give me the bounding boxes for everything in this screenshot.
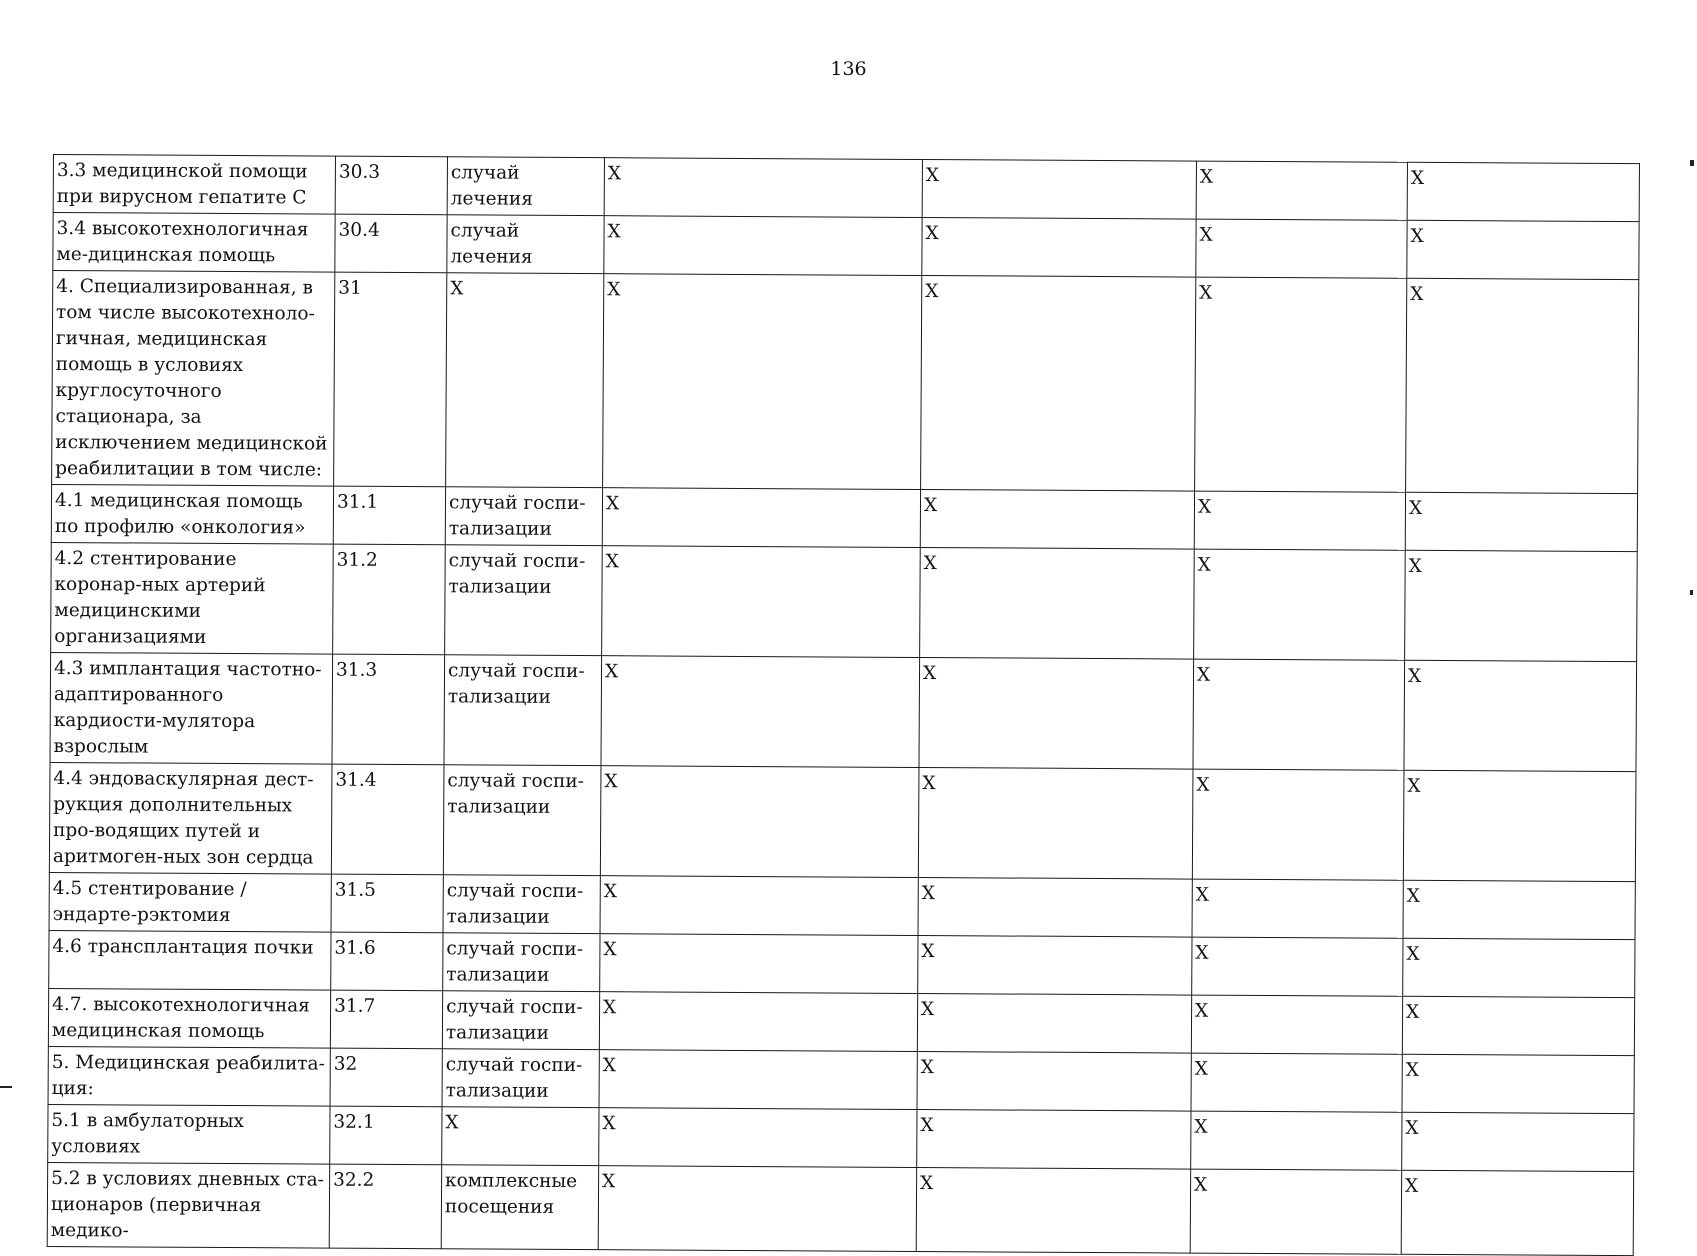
row-value-col4: Х — [600, 876, 918, 936]
row-value-col7: Х — [1403, 880, 1635, 939]
row-value-col6: Х — [1192, 769, 1404, 880]
row-value-col6: Х — [1194, 549, 1406, 660]
row-unit: комплексные посещения — [441, 1165, 598, 1250]
row-code: 32.1 — [330, 1106, 442, 1165]
row-value-col7: Х — [1405, 492, 1637, 551]
row-value-col4: Х — [603, 274, 922, 490]
table-row — [51, 542, 1638, 661]
row-value-col7: Х — [1407, 162, 1639, 221]
table-row — [49, 762, 1636, 881]
row-value-col6: Х — [1192, 937, 1403, 996]
row-value-col5: Х — [917, 1051, 1191, 1111]
row-unit: случай лечения — [447, 215, 604, 274]
row-description: 4.1 медицинская помощь по профилю «онкология» — [51, 484, 333, 544]
row-code: 31.5 — [331, 874, 443, 933]
row-value-col6: Х — [1191, 1053, 1402, 1112]
row-value-col4: Х — [604, 216, 922, 276]
row-value-col4: Х — [598, 1166, 916, 1252]
row-value-col5: Х — [917, 993, 1191, 1053]
row-code: 30.4 — [335, 214, 447, 273]
row-value-col6: Х — [1192, 879, 1403, 938]
row-value-col6: Х — [1195, 277, 1407, 492]
row-description: 3.3 медицинской помощи при вирусном гепатите С — [53, 155, 335, 215]
row-code: 32.2 — [329, 1164, 441, 1249]
row-value-col4: Х — [600, 766, 919, 878]
row-code: 32 — [330, 1048, 442, 1107]
row-unit: случай госпи-тализации — [442, 991, 599, 1050]
table-row — [53, 155, 1639, 222]
row-value-col4: Х — [600, 934, 918, 994]
row-description: 5.1 в амбулаторных условиях — [48, 1104, 330, 1164]
row-value-col5: Х — [922, 160, 1196, 220]
row-value-col5: Х — [918, 877, 1192, 937]
row-description: 4.3 имплантация частотно-адаптированного кардиости-мулятора взрослым — [50, 652, 333, 764]
scan-edge-mark — [1690, 590, 1693, 595]
row-description: 4.4 эндоваскулярная дест-рукция дополнительных про-водящих путей и аритмоген-ных зон сердца — [49, 762, 332, 874]
row-unit: случай госпи-тализации — [443, 933, 600, 992]
row-value-col7: Х — [1401, 1170, 1633, 1255]
table-row — [48, 988, 1634, 1055]
row-value-col4: Х — [602, 546, 921, 658]
row-value-col4: Х — [602, 488, 920, 548]
row-description: 3.4 высокотехнологичная ме-дицинская помощь — [53, 213, 335, 273]
row-value-col5: Х — [916, 1167, 1190, 1253]
row-value-col6: Х — [1196, 219, 1407, 278]
row-value-col5: Х — [922, 218, 1196, 278]
scan-edge-mark — [1690, 160, 1694, 166]
row-code: 31.3 — [332, 654, 445, 765]
row-value-col4: Х — [599, 1108, 917, 1168]
row-value-col5: Х — [919, 657, 1194, 769]
row-code: 31.6 — [331, 932, 443, 991]
row-value-col4: Х — [599, 992, 917, 1052]
row-unit: случай госпи-тализации — [445, 545, 603, 656]
row-value-col6: Х — [1191, 1111, 1402, 1170]
table-row — [48, 1046, 1634, 1113]
row-value-col6: Х — [1193, 659, 1405, 770]
row-description: 5. Медицинская реабилита-ция: — [48, 1046, 330, 1106]
row-value-col7: Х — [1404, 660, 1637, 771]
row-unit: случай госпи-тализации — [442, 1049, 599, 1108]
row-value-col5: Х — [918, 767, 1193, 879]
row-value-col4: Х — [604, 158, 922, 218]
table-row — [51, 484, 1637, 551]
row-value-col7: Х — [1403, 938, 1635, 997]
row-description: 4.5 стентирование / эндарте-рэктомия — [49, 872, 331, 932]
row-unit: Х — [442, 1107, 599, 1166]
table-row — [49, 872, 1635, 939]
row-description: 4.7. высокотехнологичная медицинская помощь — [48, 988, 330, 1048]
row-value-col6: Х — [1194, 491, 1405, 550]
row-description: 5.2 в условиях дневных ста-ционаров (первичная медико- — [47, 1162, 329, 1248]
row-unit: случай госпи-тализации — [445, 487, 602, 546]
row-code: 31.7 — [330, 990, 442, 1049]
row-description: 4.6 трансплантация почки — [49, 930, 331, 990]
row-description: 4. Специализированная, в том числе высокотехноло-гичная, медицинская помощь в условиях круглосуточного стационара, за исключением медицинской реабилитации в том числе: — [52, 271, 335, 487]
row-value-col5: Х — [920, 548, 1195, 660]
row-value-col7: Х — [1402, 996, 1634, 1055]
table-row — [52, 271, 1639, 494]
row-unit: случай госпи-тализации — [443, 875, 600, 934]
row-unit: Х — [446, 273, 604, 488]
row-description: 4.2 стентирование коронар-ных артерий медицинскими организациями — [51, 542, 334, 654]
row-value-col7: Х — [1406, 278, 1639, 493]
row-unit: случай госпи-тализации — [443, 765, 601, 876]
row-value-col7: Х — [1402, 1112, 1634, 1171]
row-value-col5: Х — [917, 1109, 1191, 1169]
row-value-col7: Х — [1407, 220, 1639, 279]
row-value-col7: Х — [1405, 550, 1638, 661]
row-value-col4: Х — [599, 1050, 917, 1110]
table-row — [48, 1104, 1634, 1171]
row-value-col7: Х — [1403, 770, 1636, 881]
row-value-col6: Х — [1191, 995, 1402, 1054]
row-value-col7: Х — [1402, 1054, 1634, 1113]
row-value-col4: Х — [601, 656, 920, 768]
row-value-col5: Х — [920, 490, 1194, 550]
row-value-col6: Х — [1190, 1169, 1401, 1254]
row-value-col6: Х — [1196, 161, 1407, 220]
table-row — [47, 1162, 1633, 1255]
row-unit: случай госпи-тализации — [444, 655, 602, 766]
scan-edge-mark — [0, 1086, 12, 1088]
data-table — [47, 154, 1640, 1256]
table-row — [49, 930, 1635, 997]
row-value-col5: Х — [921, 276, 1196, 492]
page-number: 136 — [830, 58, 867, 80]
row-value-col5: Х — [918, 935, 1192, 995]
table-row — [53, 213, 1639, 280]
row-code: 31.4 — [331, 764, 444, 875]
row-code: 31.1 — [333, 486, 445, 545]
row-code: 31 — [334, 272, 447, 487]
table-row — [50, 652, 1637, 771]
row-code: 30.3 — [335, 156, 447, 215]
row-unit: случай лечения — [447, 157, 604, 216]
row-code: 31.2 — [333, 544, 446, 655]
